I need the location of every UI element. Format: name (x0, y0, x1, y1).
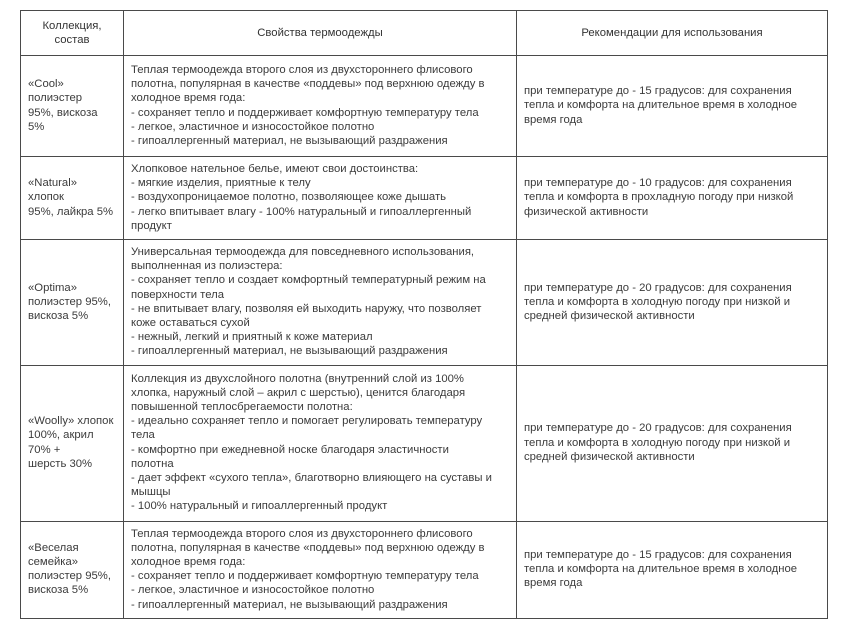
cell-recommendation (517, 56, 828, 157)
properties-line: - идеально сохраняет тепло и помогает регулировать температуру (131, 415, 483, 428)
collection-line: шерсть 30% (28, 457, 93, 470)
properties-line: Коллекция из двухслойного полотна (внутренний слой из 100% (131, 372, 464, 385)
properties-line: мышцы (131, 486, 171, 499)
cell-properties (124, 56, 517, 157)
properties-line: Хлопковое нательное белье, имеют свои достоинства: (131, 163, 419, 175)
recommendation-line: при температуре до - 15 градусов: для сохранения (524, 85, 792, 98)
properties-line: - легкое, эластичное и износостойкое полотно (131, 120, 375, 133)
collection-line: 95%, лайкра 5% (28, 205, 114, 218)
column-header-recommendations: Рекомендации для использования (517, 11, 828, 56)
recommendation-line: тепла и комфорта на длительное время в холодное (524, 99, 798, 112)
properties-line: - мягкие изделия, приятные к телу (131, 177, 311, 190)
recommendation-line: при температуре до - 10 градусов: для сохранения (524, 177, 792, 190)
table-row (21, 56, 828, 157)
properties-line: - нежный, легкий и приятный к коже материал (131, 331, 373, 344)
properties-line: полотна, популярная в качестве «поддевы» под верхнюю одежду в (131, 78, 485, 91)
table-container (20, 10, 827, 619)
properties-line: хлопка, наружный слой – акрил с шерстью), ценится благодаря (131, 386, 466, 399)
properties-line: - дает эффект «сухого тепла», благотворно влияющего на суставы и (131, 472, 492, 485)
recommendation-line: средней физической активности (524, 450, 695, 463)
recommendation-line: время года (524, 113, 583, 126)
column-header-collection-line-1: Коллекция, (42, 19, 102, 32)
collection-line: полиэстер 95%, (28, 570, 111, 583)
cell-recommendation (517, 365, 828, 521)
properties-line: полотна, популярная в качестве «поддевы» под верхнюю одежду в (131, 541, 485, 554)
properties-line: коже оставаться сухой (131, 317, 250, 330)
table-body (21, 56, 828, 619)
collection-line: 100%, акрил 70% + (28, 429, 94, 456)
recommendation-line: тепла и комфорта в холодную погоду при низкой и (524, 295, 791, 308)
column-header-collection-line-2: состав (54, 34, 90, 46)
properties-line: Теплая термоодежда второго слоя из двухстороннего флисового (131, 527, 473, 540)
column-header-collection (21, 11, 124, 56)
cell-collection (21, 365, 124, 521)
collection-line: «Optima» (28, 281, 77, 294)
collection-line: «Веселая (28, 541, 79, 554)
cell-properties (124, 157, 517, 240)
properties-line: - легкое, эластичное и износостойкое полотно (131, 584, 375, 597)
properties-line: поверхности тела (131, 288, 224, 301)
properties-line: - комфортно при ежедневной носке благодаря эластичности (131, 443, 449, 456)
properties-line: Теплая термоодежда второго слоя из двухстороннего флисового (131, 63, 473, 76)
recommendation-line: при температуре до - 20 градусов: для сохранения (524, 281, 792, 294)
recommendation-line: при температуре до - 20 градусов: для сохранения (524, 422, 792, 435)
properties-line: - 100% натуральный и гипоаллергенный продукт (131, 500, 388, 513)
properties-line: - гипоаллергенный материал, не вызывающий раздражения (131, 345, 448, 358)
table-row (21, 365, 828, 521)
properties-line: - гипоаллергенный материал, не вызывающий раздражения (131, 134, 448, 147)
collection-line: семейка» (28, 556, 79, 569)
recommendation-line: тепла и комфорта в прохладную погоду при низкой (524, 191, 794, 204)
recommendation-line: при температуре до - 15 градусов: для сохранения (524, 548, 792, 561)
table-header (21, 11, 828, 56)
collection-line: «Woolly» хлопок (28, 415, 114, 428)
properties-line: - сохраняет тепло и поддерживает комфортную температуру тела (131, 106, 479, 119)
cell-collection (21, 521, 124, 618)
recommendation-line: время года (524, 577, 583, 590)
properties-line: продукт (131, 219, 172, 232)
cell-properties (124, 365, 517, 521)
column-header-properties: Свойства термоодежды (124, 11, 517, 56)
thermal-clothing-spec-table (20, 10, 828, 619)
properties-line: - гипоаллергенный материал, не вызывающий раздражения (131, 598, 448, 611)
cell-collection (21, 157, 124, 240)
properties-line: повышенной теплосбрегаемости полотна: (131, 401, 353, 414)
table-header-row (21, 11, 828, 56)
cell-recommendation (517, 521, 828, 618)
collection-line: вискоза 5% (28, 309, 89, 322)
recommendation-line: физической активности (524, 205, 649, 218)
properties-line: выполненная из полиэстера: (131, 260, 283, 273)
recommendation-line: тепла и комфорта в холодную погоду при низкой и (524, 436, 791, 449)
collection-line: «Natural» хлопок (28, 177, 77, 204)
collection-line: 95%, вискоза 5% (28, 106, 98, 133)
properties-line: - легко впитывает влагу - 100% натуральный и гипоаллергенный (131, 205, 472, 218)
properties-line: - сохраняет тепло и поддерживает комфортную температуру тела (131, 570, 479, 583)
cell-recommendation (517, 240, 828, 366)
properties-line: Универсальная термоодежда для повседневного использования, (131, 246, 475, 259)
properties-line: - воздухопроницаемое полотно, позволяющее коже дышать (131, 191, 447, 204)
properties-line: полотна (131, 457, 174, 470)
recommendation-line: средней физической активности (524, 309, 695, 322)
cell-recommendation (517, 157, 828, 240)
table-row (21, 521, 828, 618)
table-row (21, 240, 828, 366)
collection-line: «Cool» полиэстер (28, 78, 83, 105)
cell-collection (21, 56, 124, 157)
properties-line: холодное время года: (131, 556, 246, 569)
cell-collection (21, 240, 124, 366)
properties-line: тела (131, 429, 155, 442)
properties-line: - не впитывает влагу, позволяя ей выходить наружу, что позволяет (131, 302, 482, 315)
cell-properties (124, 240, 517, 366)
table-row (21, 157, 828, 240)
collection-line: полиэстер 95%, (28, 295, 111, 308)
properties-line: - сохраняет тепло и создает комфортный температурный режим на (131, 274, 486, 287)
recommendation-line: тепла и комфорта на длительное время в холодное (524, 563, 798, 576)
collection-line: вискоза 5% (28, 584, 89, 597)
cell-properties (124, 521, 517, 618)
properties-line: холодное время года: (131, 92, 246, 105)
